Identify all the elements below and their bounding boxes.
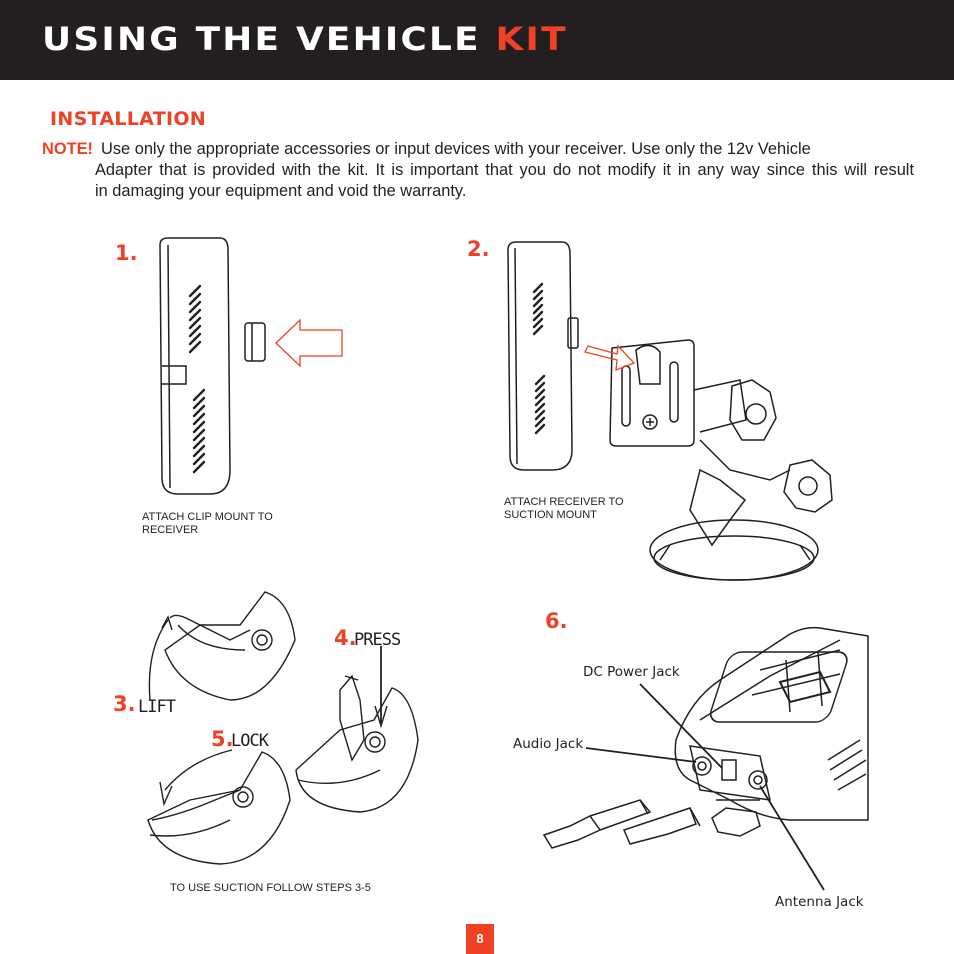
- note-label: NOTE!: [42, 140, 93, 158]
- step-2-caption-l1: ATTACH RECEIVER TO: [504, 496, 624, 508]
- title-accent: KIT: [495, 20, 568, 58]
- step-3-word: LIFT: [138, 697, 175, 717]
- step-6-number: 6.: [545, 609, 568, 633]
- step-1-caption-l1: ATTACH CLIP MOUNT TO: [142, 511, 273, 523]
- step-4-word: PRESS: [354, 630, 401, 650]
- step-1-caption-l2: RECEIVER: [142, 524, 199, 536]
- note-line-2: Adapter that is provided with the kit. It is important that you do not modify it in any way since this will result: [95, 161, 914, 179]
- step-2-caption-l2: SUCTION MOUNT: [504, 509, 597, 521]
- step-5-word: LOCK: [231, 731, 268, 751]
- title-main: USING THE VEHICLE: [42, 20, 481, 58]
- suction-caption: TO USE SUCTION FOLLOW STEPS 3-5: [170, 882, 371, 894]
- section-title: INSTALLATION: [50, 108, 206, 130]
- antenna-jack-label: Antenna Jack: [775, 894, 864, 910]
- step-4-number: 4.: [334, 626, 357, 650]
- step-3-number: 3.: [113, 692, 136, 716]
- step-5-number: 5.: [211, 727, 234, 751]
- step-1-number: 1.: [115, 241, 138, 265]
- audio-jack-label: Audio Jack: [513, 736, 584, 752]
- dc-power-jack-label: DC Power Jack: [583, 664, 680, 680]
- page-number: 8: [466, 924, 494, 954]
- note-line-3: in damaging your equipment and void the warranty.: [95, 182, 467, 200]
- step-2-number: 2.: [467, 237, 490, 261]
- note-line-1: Use only the appropriate accessories or input devices with your receiver. Use only the 12v Vehicle: [101, 140, 811, 158]
